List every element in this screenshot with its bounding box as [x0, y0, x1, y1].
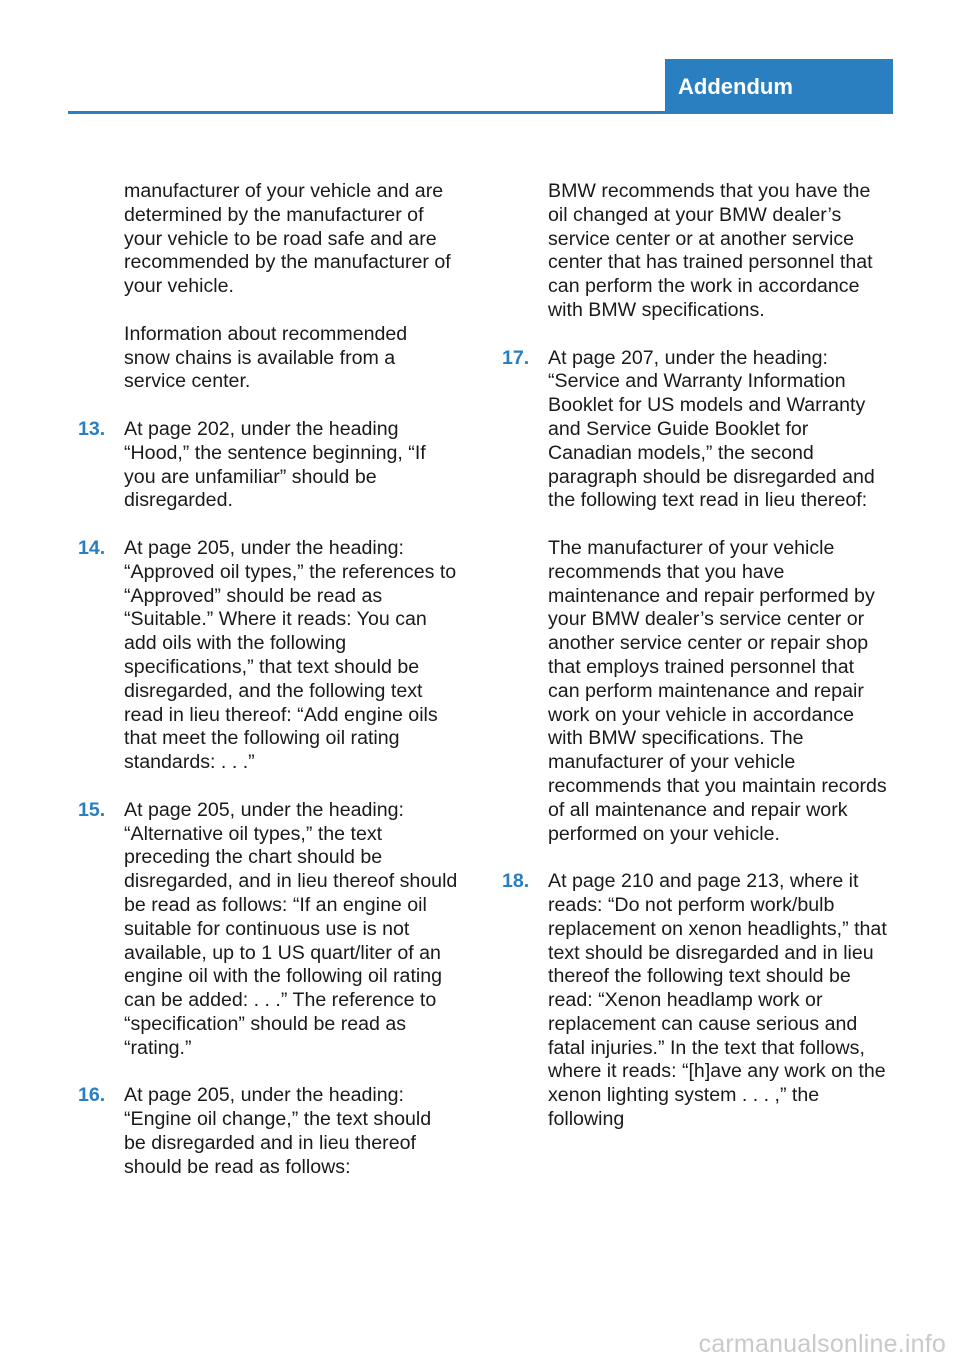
item-number: 15. [78, 798, 106, 821]
item-number: 18. [502, 870, 530, 893]
right-column [502, 180, 887, 1156]
left-column [78, 180, 458, 1203]
item-text: At page 205, under the heading: “Engine oil change,” the text should be disregarded and in lieu thereof should be read as follows: [124, 1084, 432, 1178]
item-number: 17. [502, 346, 530, 369]
item-text: At page 202, under the heading “Hood,” the sentence beginning, “If you are unfamiliar” should be disregarded. [124, 417, 426, 512]
intro-paragraph: Information about recommended snow chains is available from a service center. [124, 322, 408, 393]
list-item [78, 418, 458, 513]
item-text: At page 205, under the heading: “Approved oil types,” the references to “Approved” should be read as “Suitable.” Where it reads: You can add oils with the following specifications,” that text should be disregarded, and the following text read in lieu thereof: “Add engine oils that meet the following oil rating standards: . . .” [124, 536, 457, 774]
item-number: 14. [78, 536, 106, 559]
list-item [78, 1084, 458, 1179]
item-number: 16. [78, 1084, 106, 1107]
intro-paragraph: BMW recommends that you have the oil changed at your BMW dealer’s service center or at another service center that has trained personnel that can perform the work in accordance with BMW specifications. [548, 180, 873, 321]
list-item [502, 347, 887, 514]
list-item [78, 799, 458, 1061]
section-tab [665, 59, 893, 114]
item-text: At page 205, under the heading: “Alternative oil types,” the text preceding the chart should be disregarded, and in lieu thereof should be read as follows: “If an engine oil suitable for continuous use is not available, up to 1 US quart/liter of an engine oil with the following oil rating can be added: . . .” The reference to “specification” should be read as “rating.” [124, 798, 458, 1059]
item-text: At page 207, under the heading: “Service and Warranty Information Booklet for US models and Warranty and Service Guide Booklet for Canadian models,” the second paragraph should be disregarded and the following text read in lieu thereof: [548, 346, 875, 512]
list-item [502, 870, 887, 1132]
list-item [78, 537, 458, 775]
watermark: carmanualsonline.info [698, 1330, 946, 1358]
item-text: At page 210 and page 213, where it reads: “Do not perform work/bulb replacement on xenon headlights,” that text should be disregarded and in lieu thereof the following text should be read: “Xenon headlamp work or replacement can cause serious and fatal injuries.” In the text that follows, where it reads: “[h]ave any work on the xenon lighting system . . . ,” the following [548, 870, 887, 1131]
item-number: 13. [78, 417, 106, 440]
followup-paragraph: The manufacturer of your vehicle recommends that you have maintenance and repair performed by your BMW dealer’s service center or another service center or repair shop that employs trained personnel that can perform maintenance and repair work on your vehicle in accordance with BMW specifications. The manufacturer of your vehicle recommends that you maintain records of all maintenance and repair work performed on your vehicle. [548, 536, 887, 845]
section-title: Addendum [678, 74, 793, 99]
intro-paragraph: manufacturer of your vehicle and are determined by the manufacturer of your vehicle to be road safe and are recommended by the manufacturer of your vehicle. [124, 180, 451, 298]
